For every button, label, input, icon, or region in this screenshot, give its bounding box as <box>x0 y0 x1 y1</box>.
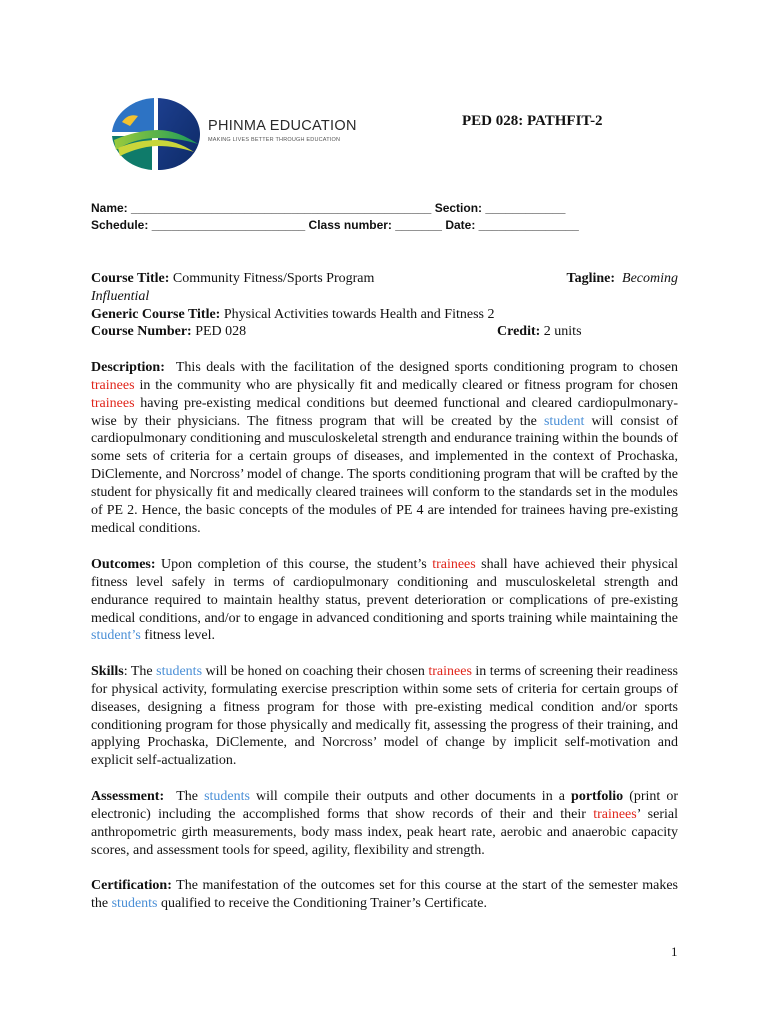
certification-text: qualified to receive the Conditioning Trainer’s Certificate. <box>157 895 487 911</box>
skills-paragraph <box>91 663 678 770</box>
certification-paragraph <box>91 877 678 913</box>
section-field[interactable]: ____________ <box>485 201 566 215</box>
class-number-field[interactable]: _______ <box>395 218 442 232</box>
credit-value: 2 units <box>543 324 582 339</box>
tagline-value-continued: Influential <box>91 289 150 304</box>
generic-title-row <box>91 306 678 324</box>
outcomes-label: Outcomes: <box>91 557 156 572</box>
highlight-trainees: trainees <box>91 395 135 411</box>
outcomes-paragraph <box>91 556 678 645</box>
tagline <box>567 270 678 288</box>
highlight-trainees: trainees <box>91 377 135 393</box>
name-field[interactable]: _____________________________________________ <box>131 201 432 215</box>
highlight-trainees: trainees <box>593 806 637 822</box>
skills-text: : The <box>123 664 157 679</box>
course-number-row <box>91 323 678 341</box>
description-text: having pre-existing medical conditions but deemed functional and cleared cardiopulmonary-wise by their physicians. The fitness program that will be created by the <box>91 395 678 429</box>
form-row-schedule <box>91 217 579 234</box>
description-paragraph <box>91 359 678 537</box>
course-title-value: Community Fitness/Sports Program <box>172 271 375 286</box>
tagline-label: Tagline: <box>566 271 616 286</box>
tagline-value: Becoming <box>622 271 678 286</box>
schedule-field[interactable]: _______________________ <box>151 218 306 232</box>
assessment-text: will compile their outputs and other documents in a <box>249 789 572 804</box>
highlight-students: student’s <box>91 628 141 644</box>
name-label: Name: <box>91 201 128 215</box>
schedule-label: Schedule: <box>91 218 149 232</box>
description-text: in the community who are physically fit and medically cleared or fitness program for chosen <box>134 377 678 393</box>
outcomes-text: fitness level. <box>140 628 216 644</box>
outcomes-text: Upon completion of this course, the student’s <box>161 557 433 572</box>
course-code-title: PED 028: PATHFIT-2 <box>462 113 603 129</box>
page-number: 1 <box>671 944 678 959</box>
assessment-text: (print or electronic) including the accomplished forms that show records of their and their <box>91 789 679 822</box>
certification-label: Certification: <box>91 878 172 893</box>
generic-title-value: Physical Activities towards Health and Fitness 2 <box>223 307 495 322</box>
date-field[interactable]: _______________ <box>478 218 579 232</box>
generic-title-label: Generic Course Title: <box>91 307 221 322</box>
highlight-students: students <box>204 789 250 804</box>
description-text: This deals with the facilitation of the designed sports conditioning program to chosen <box>175 360 678 375</box>
course-title-row <box>91 270 678 288</box>
course-title-label: Course Title: <box>91 271 170 286</box>
course-number-label: Course Number: <box>91 324 192 339</box>
description-text: will consist of cardiopulmonary conditioning and musculoskeletal strength and endurance training within the bounds of some sets of criteria for a certain groups of diseases, and implemented in the context of Prochaska, DiClemente, and Norcross’ model of change. The sports conditioning program that will be crafted by the student for physically fit and medically cleared trainees will conform to the standards set in the modules of PE 2. Hence, the basic concepts of the modules of PE 4 are intended for trainees having pre-existing medical conditions. <box>91 413 678 536</box>
credit <box>497 323 582 341</box>
tagline-continued <box>91 288 678 306</box>
logo-name: PHINMA EDUCATION <box>208 118 357 134</box>
course-number-value: PED 028 <box>195 324 247 339</box>
assessment-paragraph <box>91 788 678 859</box>
phinma-logo <box>108 96 368 172</box>
date-label: Date: <box>445 218 476 232</box>
assessment-text: The <box>176 789 205 804</box>
credit-label: Credit: <box>497 324 541 339</box>
assessment-label: Assessment: <box>91 789 165 804</box>
logo-tagline: MAKING LIVES BETTER THROUGH EDUCATION <box>208 137 341 143</box>
class-number-label: Class number: <box>308 218 392 232</box>
highlight-students: students <box>156 664 203 679</box>
certification-text: The manifestation of the outcomes set for this course at the start of the semester makes the <box>91 878 678 911</box>
skills-text: will be honed on coaching their chosen <box>202 664 429 679</box>
highlight-trainees: trainees <box>432 557 476 572</box>
highlight-trainees: trainees <box>428 664 472 679</box>
skills-label: Skills <box>91 664 124 679</box>
highlight-student: student <box>543 413 585 429</box>
skills-text: in terms of screening their readiness for physical activity, formulating exercise prescription within some sets of criteria for certain groups of diseases, designing a fitness program for those with pre-existing medical condition and/or sports conditioning program for those physically and medically fit, assessing the progress of their training, and applying Prochaska, DiClemente, and Norcross’ model of change by implicit self-motivation and explicit self-actualization. <box>91 664 678 769</box>
phinma-logo-icon <box>108 96 204 172</box>
assessment-text: ’ serial anthropometric girth measurements, body mass index, peak heart rate, aerobic and anaerobic capacity scores, and assessment tools for speed, agility, flexibility and strength. <box>91 806 678 858</box>
description-label: Description: <box>91 360 165 375</box>
highlight-students: students <box>111 895 158 911</box>
section-label: Section: <box>434 201 483 215</box>
student-info-form <box>91 200 579 234</box>
outcomes-text: shall have achieved their physical fitness level safely in terms of cardiopulmonary conditioning and musculoskeletal strength and endurance required to maintain healthy status, prevent deterioration or complications of pre-existing medical conditions, and/or to engage in advanced conditioning and sports training while maintaining the <box>91 557 678 626</box>
form-row-name <box>91 200 579 217</box>
portfolio-bold: portfolio <box>571 789 624 804</box>
